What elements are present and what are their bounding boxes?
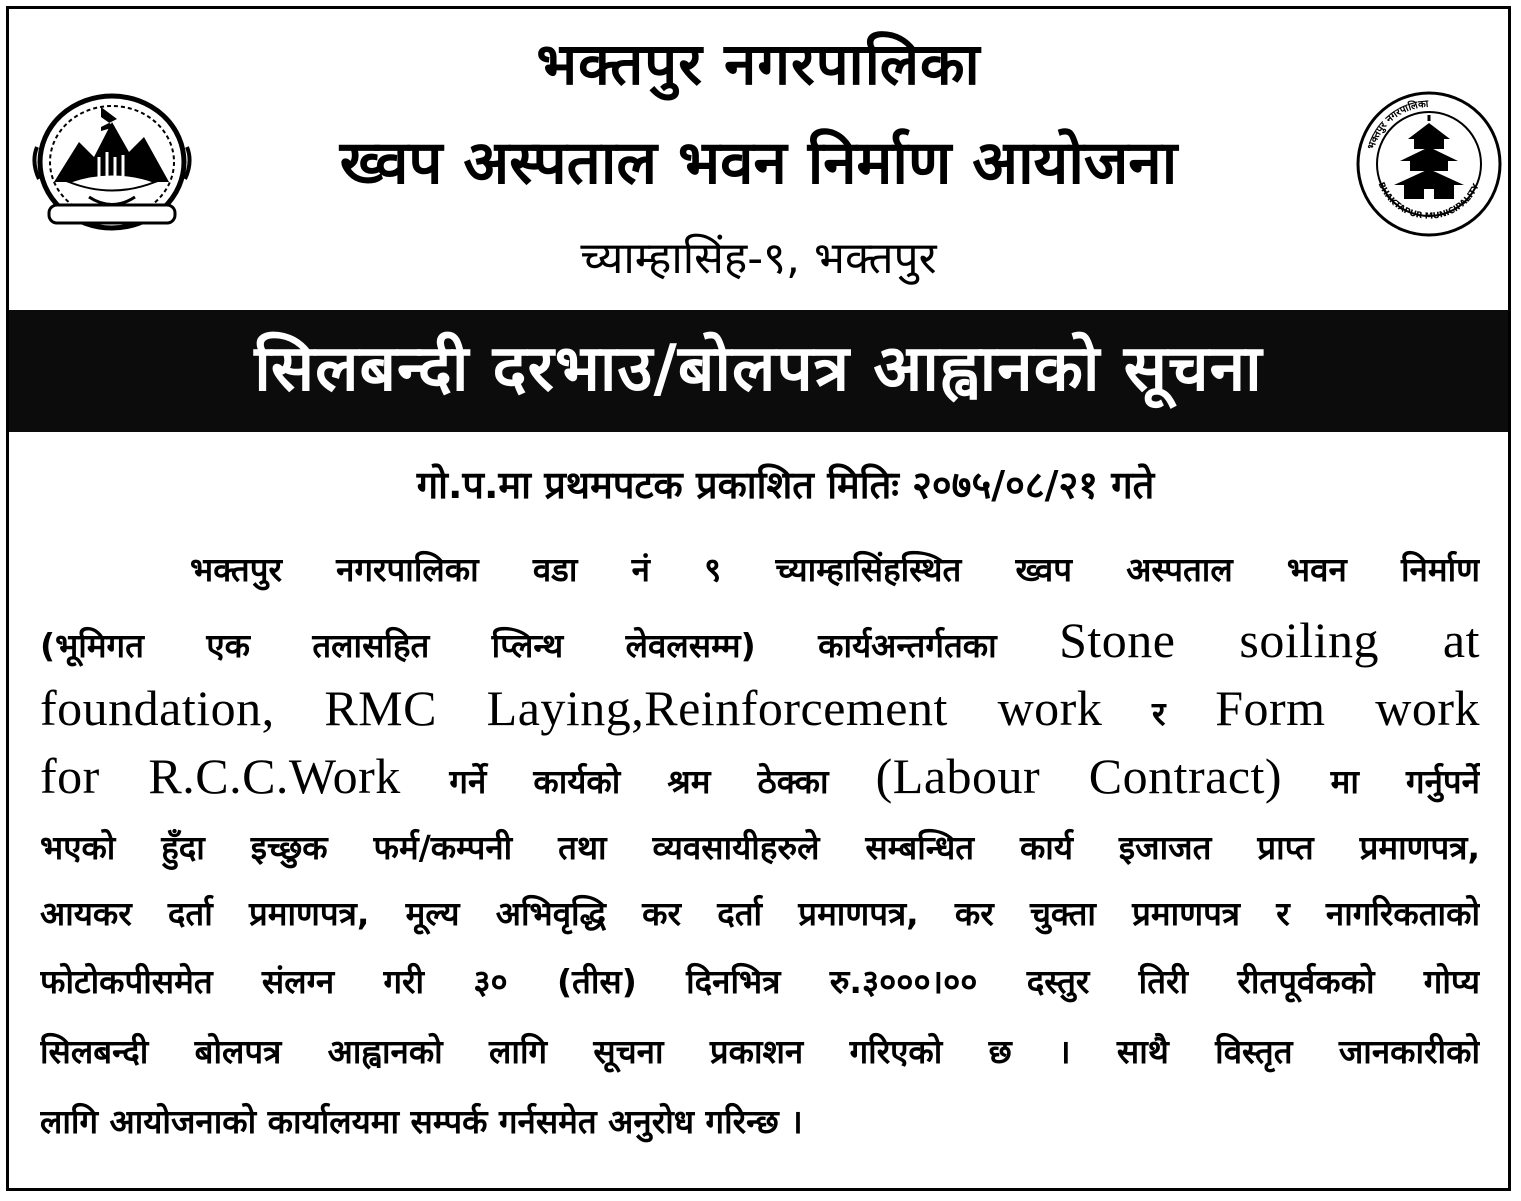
notice-text-segment: for R.C.C.Work <box>40 748 450 804</box>
seal-text-en: BHAKTAPUR MUNICIPALITY <box>1375 180 1482 222</box>
notice-text-segment: लागि आयोजनाको कार्यालयमा सम्पर्क गर्नसमेत अनुरोध गरिन्छ । <box>40 1102 803 1141</box>
notice-text-segment: र <box>1152 694 1166 733</box>
notice-text-segment: सिलबन्दी बोलपत्र आह्वानको लागि सूचना प्रकाशन गरिएको छ । साथै विस्तृत जानकारीको <box>40 1032 1480 1071</box>
notice-body-line <box>40 884 1480 948</box>
notice-body-line <box>40 678 1480 742</box>
notice-text-segment: मा गर्नुपर्ने <box>1330 762 1480 801</box>
notice-body-line <box>190 540 1480 604</box>
notice-body-line <box>40 746 1480 810</box>
notice-text-segment: भक्तपुर नगरपालिका वडा नं ९ च्याम्हासिंहस्थित ख्वप अस्पताल भवन निर्माण <box>190 550 1480 589</box>
publication-date-line: गो.प.मा प्रथमपटक प्रकाशित मितिः २०७५/०८/२१ गते <box>416 463 1155 507</box>
municipality-title: भक्तपुर नगरपालिका <box>536 30 981 98</box>
notice-text-segment: गर्ने कार्यको श्रम ठेक्का <box>449 762 876 801</box>
notice-body-line <box>40 610 1480 674</box>
project-title: ख्वप अस्पताल भवन निर्माण आयोजना <box>339 128 1178 198</box>
notice-text-segment: फोटोकपीसमेत संलग्न गरी ३० (तीस) दिनभित्र रु.३०००।०० दस्तुर तिरी रीतपूर्वकको गोप्य <box>40 962 1480 1001</box>
notice-text-segment: foundation, RMC Laying,Reinforcement work <box>40 680 1153 736</box>
notice-body-line <box>40 1022 1480 1086</box>
notice-body-line <box>40 952 1480 1016</box>
notice-body-line <box>40 818 1480 882</box>
notice-text-segment: Stone soiling at <box>1059 612 1480 668</box>
notice-header <box>9 9 1508 309</box>
notice-text-segment: (Labour Contract) <box>875 748 1331 804</box>
notice-text-segment: Form work <box>1165 680 1480 736</box>
notice-text-segment: आयकर दर्ता प्रमाणपत्र, मूल्य अभिवृद्धि कर दर्ता प्रमाणपत्र, कर चुक्ता प्रमाणपत्र र नागरिकताको <box>40 894 1480 933</box>
nepal-emblem-icon <box>29 87 195 237</box>
bhaktapur-municipality-seal-icon <box>1354 89 1504 239</box>
notice-body-line <box>40 1092 1480 1156</box>
notice-banner: सिलबन्दी दरभाउ/बोलपत्र आह्वानको सूचना <box>9 310 1508 432</box>
notice-text-segment: भएको हुँदा इच्छुक फर्म/कम्पनी तथा व्यवसायीहरुले सम्बन्धित कार्य इजाजत प्राप्त प्रमाणपत्र, <box>40 828 1480 867</box>
seal-text-np: भक्तपुर नगरपालिका <box>1366 98 1429 151</box>
project-address: च्याम्हासिंह-९, भक्तपुर <box>580 233 937 284</box>
notice-text-segment: (भूमिगत एक तलासहित प्लिन्थ लेवलसम्म) कार्यअन्तर्गतका <box>40 626 1060 665</box>
